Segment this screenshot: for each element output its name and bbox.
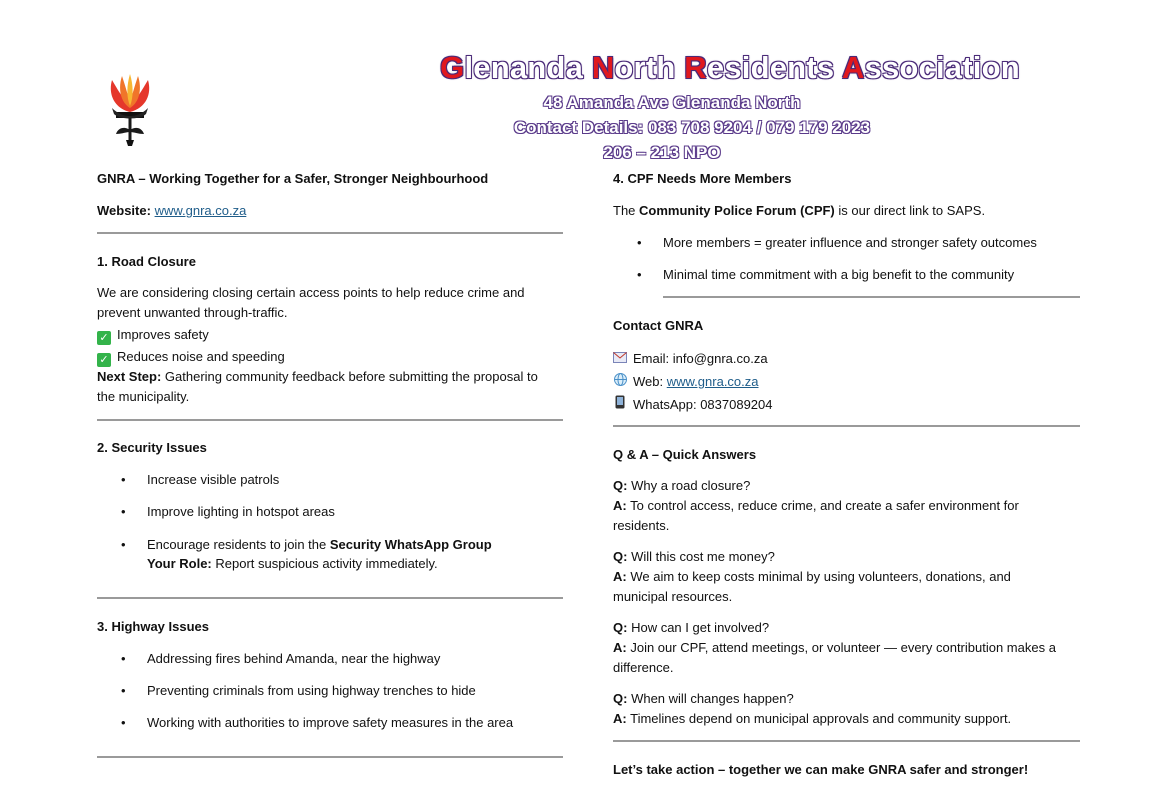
answer-cont: residents.	[613, 518, 670, 533]
tagline: GNRA – Working Together for a Safer, Stronger Neighbourhood	[97, 171, 489, 186]
road-closure-para: We are considering closing certain access points to help reduce crime and	[97, 285, 525, 300]
question: Q: How can I get involved?	[613, 620, 770, 635]
security-heading: 2. Security Issues	[97, 440, 207, 455]
answer: A: Join our CPF, attend meetings, or volunteer — every contribution makes a	[613, 640, 1056, 655]
address: 48 Amanda Ave Glenanda North	[543, 93, 801, 112]
envelope-icon	[613, 351, 627, 366]
divider	[97, 597, 563, 599]
web-link[interactable]: www.gnra.co.za	[666, 374, 759, 389]
phone-icon	[613, 395, 627, 412]
website-line: Website: www.gnra.co.za	[97, 203, 247, 218]
answer-cont: difference.	[613, 660, 674, 675]
question: Q: Will this cost me money?	[613, 549, 775, 564]
divider	[613, 425, 1080, 427]
divider	[97, 419, 563, 421]
question: Q: When will changes happen?	[613, 691, 794, 706]
check-icon: ✓	[97, 331, 111, 345]
answer: A: To control access, reduce crime, and create a safer environment for	[613, 498, 1019, 513]
check-item: ✓ Reduces noise and speeding	[97, 349, 285, 367]
whatsapp-line: WhatsApp: 0837089204	[613, 395, 773, 412]
protea-logo	[104, 74, 156, 148]
divider	[97, 232, 563, 234]
cpf-intro: The Community Police Forum (CPF) is our direct link to SAPS.	[613, 203, 986, 218]
cpf-heading: 4. CPF Needs More Members	[613, 171, 792, 186]
check-icon: ✓	[97, 353, 111, 367]
answer: A: We aim to keep costs minimal by using volunteers, donations, and	[613, 569, 1011, 584]
next-step: Next Step: Gathering community feedback before submitting the proposal to	[97, 369, 538, 384]
page-title: Glenanda North Residents Association	[440, 50, 1020, 85]
globe-icon	[613, 373, 627, 389]
web-line: Web: www.gnra.co.za	[613, 373, 759, 389]
divider	[97, 756, 563, 758]
divider	[663, 296, 1080, 298]
question: Q: Why a road closure?	[613, 478, 751, 493]
road-closure-heading: 1. Road Closure	[97, 254, 196, 269]
email-line: Email: info@gnra.co.za	[613, 351, 768, 366]
qa-heading: Q & A – Quick Answers	[613, 447, 757, 462]
answer: A: Timelines depend on municipal approvals and community support.	[613, 711, 1012, 726]
check-item: ✓ Improves safety	[97, 327, 209, 345]
highway-heading: 3. Highway Issues	[97, 619, 209, 634]
contact-heading: Contact GNRA	[613, 318, 704, 333]
next-step-2: the municipality.	[97, 389, 190, 404]
answer-cont: municipal resources.	[613, 589, 733, 604]
closing-line: Let’s take action – together we can make GNRA safer and stronger!	[613, 762, 1029, 777]
contact-details: Contact Details: 083 708 9204 / 079 179 2023	[513, 118, 871, 137]
road-closure-para-2: prevent unwanted through-traffic.	[97, 305, 288, 320]
website-link[interactable]: www.gnra.co.za	[154, 203, 247, 218]
npo-number: 206 – 213 NPO	[603, 143, 721, 162]
divider	[613, 740, 1080, 742]
